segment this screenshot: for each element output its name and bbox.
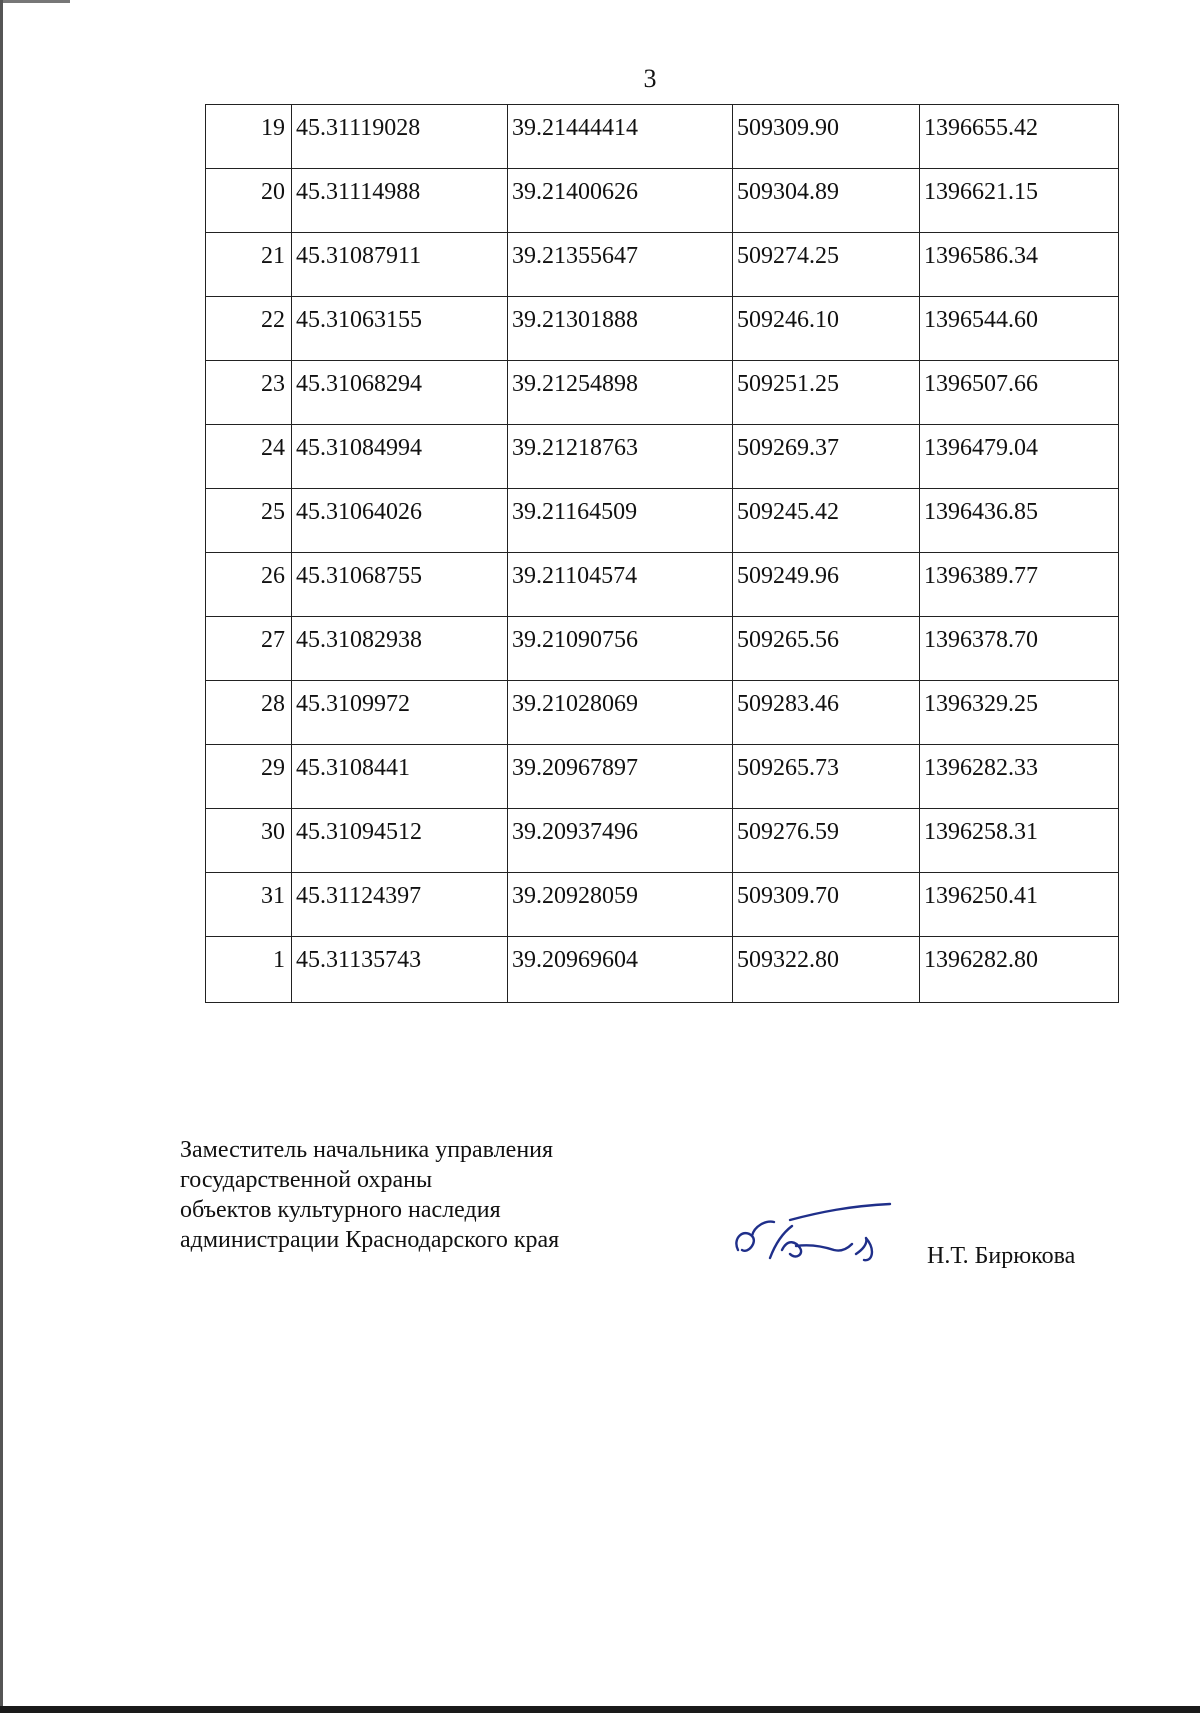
cell-latitude: 45.31063155 — [292, 297, 508, 361]
coordinates-table-body — [206, 105, 1119, 1003]
cell-latitude: 45.31068294 — [292, 361, 508, 425]
cell-longitude: 39.21090756 — [508, 617, 733, 681]
cell-latitude: 45.31064026 — [292, 489, 508, 553]
position-line-4: администрации Краснодарского края — [180, 1227, 560, 1253]
cell-longitude: 39.20928059 — [508, 873, 733, 937]
cell-x-coordinate: 509265.73 — [733, 745, 920, 809]
cell-y-coordinate: 1396621.15 — [920, 169, 1119, 233]
cell-point-number: 25 — [206, 489, 292, 553]
cell-point-number: 22 — [206, 297, 292, 361]
cell-x-coordinate: 509245.42 — [733, 489, 920, 553]
cell-y-coordinate: 1396507.66 — [920, 361, 1119, 425]
cell-latitude: 45.31068755 — [292, 553, 508, 617]
table-row — [206, 809, 1119, 873]
cell-point-number: 24 — [206, 425, 292, 489]
cell-y-coordinate: 1396282.33 — [920, 745, 1119, 809]
table-row — [206, 553, 1119, 617]
cell-x-coordinate: 509274.25 — [733, 233, 920, 297]
table-row — [206, 681, 1119, 745]
cell-x-coordinate: 509276.59 — [733, 809, 920, 873]
cell-point-number: 29 — [206, 745, 292, 809]
cell-latitude: 45.3109972 — [292, 681, 508, 745]
cell-latitude: 45.31114988 — [292, 169, 508, 233]
cell-latitude: 45.31084994 — [292, 425, 508, 489]
cell-point-number: 27 — [206, 617, 292, 681]
scan-edge-bottom — [0, 1706, 1200, 1713]
table-row — [206, 745, 1119, 809]
cell-longitude: 39.21301888 — [508, 297, 733, 361]
cell-x-coordinate: 509322.80 — [733, 937, 920, 1003]
cell-y-coordinate: 1396544.60 — [920, 297, 1119, 361]
cell-point-number: 20 — [206, 169, 292, 233]
cell-latitude: 45.31087911 — [292, 233, 508, 297]
position-line-1: Заместитель начальника управления — [180, 1137, 554, 1163]
scan-edge-left — [0, 0, 3, 1713]
cell-y-coordinate: 1396250.41 — [920, 873, 1119, 937]
cell-x-coordinate: 509283.46 — [733, 681, 920, 745]
cell-latitude: 45.31119028 — [292, 105, 508, 169]
cell-y-coordinate: 1396479.04 — [920, 425, 1119, 489]
cell-y-coordinate: 1396655.42 — [920, 105, 1119, 169]
cell-y-coordinate: 1396329.25 — [920, 681, 1119, 745]
table-row — [206, 425, 1119, 489]
cell-longitude: 39.20969604 — [508, 937, 733, 1003]
cell-longitude: 39.21164509 — [508, 489, 733, 553]
table-row — [206, 169, 1119, 233]
table-row — [206, 873, 1119, 937]
position-line-3: объектов культурного наследия — [180, 1197, 501, 1223]
cell-point-number: 28 — [206, 681, 292, 745]
cell-longitude: 39.21104574 — [508, 553, 733, 617]
cell-latitude: 45.31082938 — [292, 617, 508, 681]
cell-longitude: 39.21355647 — [508, 233, 733, 297]
cell-y-coordinate: 1396258.31 — [920, 809, 1119, 873]
signature-block — [180, 1135, 559, 1255]
table-row — [206, 105, 1119, 169]
cell-x-coordinate: 509304.89 — [733, 169, 920, 233]
table-row — [206, 617, 1119, 681]
cell-point-number: 31 — [206, 873, 292, 937]
cell-y-coordinate: 1396378.70 — [920, 617, 1119, 681]
cell-longitude: 39.21254898 — [508, 361, 733, 425]
cell-latitude: 45.31135743 — [292, 937, 508, 1003]
cell-point-number: 26 — [206, 553, 292, 617]
cell-x-coordinate: 509269.37 — [733, 425, 920, 489]
cell-point-number: 23 — [206, 361, 292, 425]
handwritten-signature — [730, 1198, 900, 1278]
cell-x-coordinate: 509265.56 — [733, 617, 920, 681]
cell-longitude: 39.21444414 — [508, 105, 733, 169]
cell-x-coordinate: 509246.10 — [733, 297, 920, 361]
signer-name: Н.Т. Бирюкова — [927, 1243, 1076, 1269]
cell-y-coordinate: 1396389.77 — [920, 553, 1119, 617]
table-row — [206, 489, 1119, 553]
position-line-2: государственной охраны — [180, 1167, 433, 1193]
coordinates-table — [205, 104, 1119, 1003]
table-row — [206, 361, 1119, 425]
cell-longitude: 39.20937496 — [508, 809, 733, 873]
cell-y-coordinate: 1396586.34 — [920, 233, 1119, 297]
cell-latitude: 45.3108441 — [292, 745, 508, 809]
cell-longitude: 39.21028069 — [508, 681, 733, 745]
cell-point-number: 19 — [206, 105, 292, 169]
cell-y-coordinate: 1396436.85 — [920, 489, 1119, 553]
table-row — [206, 233, 1119, 297]
cell-latitude: 45.31124397 — [292, 873, 508, 937]
table-row — [206, 297, 1119, 361]
cell-point-number: 30 — [206, 809, 292, 873]
scan-edge-top — [0, 0, 70, 3]
cell-point-number: 1 — [206, 937, 292, 1003]
table-row — [206, 937, 1119, 1003]
cell-longitude: 39.21218763 — [508, 425, 733, 489]
cell-longitude: 39.20967897 — [508, 745, 733, 809]
cell-x-coordinate: 509251.25 — [733, 361, 920, 425]
page-number: 3 — [643, 64, 657, 93]
cell-x-coordinate: 509309.70 — [733, 873, 920, 937]
cell-longitude: 39.21400626 — [508, 169, 733, 233]
cell-x-coordinate: 509309.90 — [733, 105, 920, 169]
cell-point-number: 21 — [206, 233, 292, 297]
cell-latitude: 45.31094512 — [292, 809, 508, 873]
cell-x-coordinate: 509249.96 — [733, 553, 920, 617]
cell-y-coordinate: 1396282.80 — [920, 937, 1119, 1003]
